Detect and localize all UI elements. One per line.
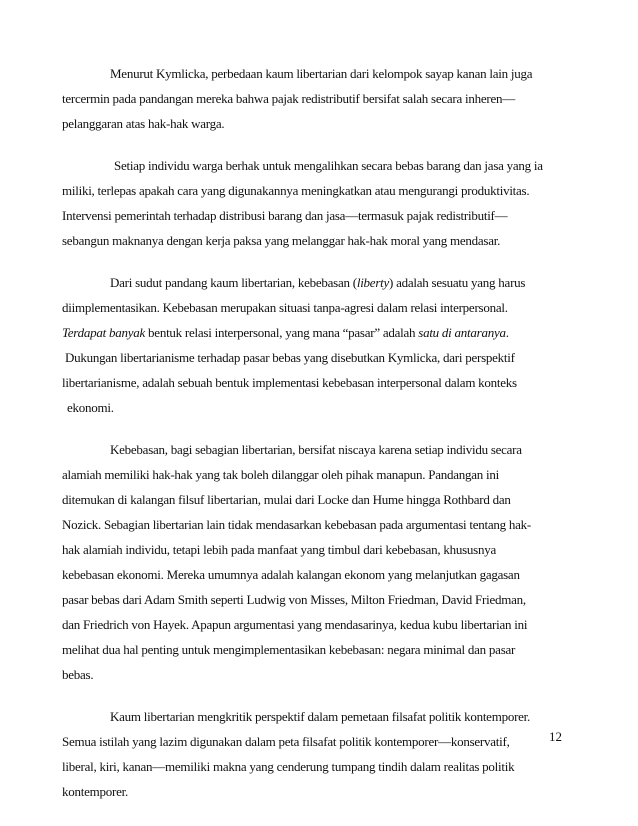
body-text (62, 61, 577, 821)
text-line: Nozick. Sebagian libertarian lain tidak mendasarkan kebebasan pada argumentasi tentang hak- (62, 517, 532, 532)
text-line: Dukungan libertarianisme terhadap pasar bebas yang disebutkan Kymlicka, dari perspektif (65, 350, 515, 365)
paragraph-5 (62, 704, 577, 804)
text-line: Terdapat banyak bentuk relasi interpersonal, yang mana “pasar” adalah satu di antaranya. (62, 325, 509, 340)
text-line: pelanggaran atas hak-hak warga. (62, 116, 225, 131)
text-line: diimplementasikan. Kebebasan merupakan situasi tanpa-agresi dalam relasi interpersonal. (62, 300, 508, 315)
text-line: libertarianisme, adalah sebuah bentuk implementasi kebebasan interpersonal dalam konteks (62, 375, 517, 390)
text-line: melihat dua hal penting untuk mengimplementasikan kebebasan: negara minimal dan pasar (62, 642, 516, 657)
text-line: Semua istilah yang lazim digunakan dalam peta filsafat politik kontemporer—konservatif, (62, 734, 510, 749)
text-line: Dari sudut pandang kaum libertarian, kebebasan (liberty) adalah sesuatu yang harus (110, 275, 526, 290)
paragraph-4 (62, 437, 577, 687)
text-line: Menurut Kymlicka, perbedaan kaum libertarian dari kelompok sayap kanan lain juga (110, 66, 533, 81)
text-line: bebas. (62, 667, 94, 682)
text-line: Setiap individu warga berhak untuk mengalihkan secara bebas barang dan jasa yang ia (114, 158, 543, 173)
paragraph-1 (62, 61, 577, 136)
text-line: miliki, terlepas apakah cara yang digunakannya meningkatkan atau mengurangi produktivitas. (62, 183, 530, 198)
text-line: liberal, kiri, kanan—memiliki makna yang cenderung tumpang tindih dalam realitas politik (62, 759, 515, 774)
page-number: 12 (549, 729, 562, 744)
text-line: ditemukan di kalangan filsuf libertarian, mulai dari Locke dan Hume hingga Rothbard dan (62, 492, 511, 507)
text-line: sebangun maknanya dengan kerja paksa yang melanggar hak-hak moral yang mendasar. (62, 233, 501, 248)
text-line: ekonomi. (67, 400, 114, 415)
text-line: Kebebasan, bagi sebagian libertarian, bersifat niscaya karena setiap individu secara (110, 442, 522, 457)
text-line: kontemporer. (62, 784, 128, 799)
text-line: alamiah memiliki hak-hak yang tak boleh dilanggar oleh pihak manapun. Pandangan ini (62, 467, 500, 482)
text-line: hak alamiah individu, tetapi lebih pada manfaat yang timbul dari kebebasan, khususnya (62, 542, 496, 557)
paragraph-2 (62, 153, 577, 253)
text-line: kebebasan ekonomi. Mereka umumnya adalah kalangan ekonom yang melanjutkan gagasan (62, 567, 520, 582)
text-line: Intervensi pemerintah terhadap distribusi barang dan jasa—termasuk pajak redistributif— (62, 208, 508, 223)
text-line: pasar bebas dari Adam Smith seperti Ludwig von Misses, Milton Friedman, David Friedman, (62, 592, 526, 607)
text-line: Kaum libertarian mengkritik perspektif dalam pemetaan filsafat politik kontemporer. (110, 709, 531, 724)
paragraph-3 (62, 270, 577, 420)
text-line: dan Friedrich von Hayek. Apapun argumentasi yang mendasarinya, kedua kubu libertarian ini (62, 617, 528, 632)
text-line: tercermin pada pandangan mereka bahwa pajak redistributif bersifat salah secara inheren— (62, 91, 516, 106)
